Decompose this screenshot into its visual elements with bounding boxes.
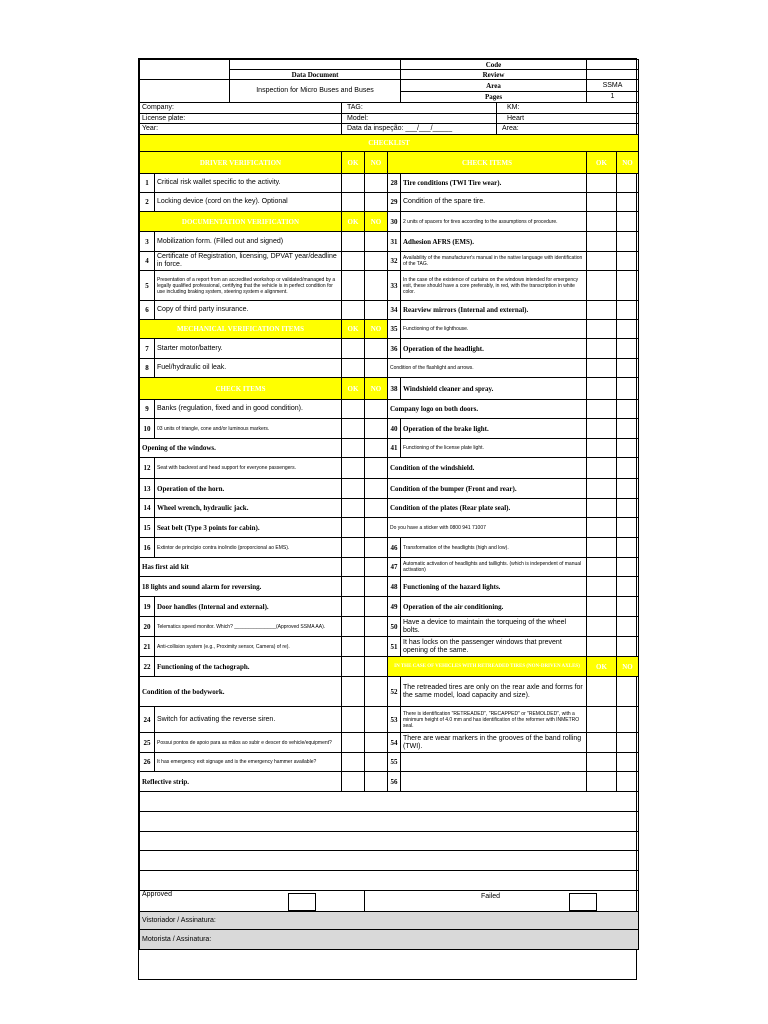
no-checkbox[interactable]: [365, 458, 388, 479]
no-checkbox[interactable]: [365, 499, 388, 518]
item-label: Anti-collision system (e.g., Proximity sensor, Camera) of re).: [155, 637, 342, 657]
ok-checkbox[interactable]: [587, 753, 617, 772]
no-checkbox[interactable]: [365, 538, 388, 558]
item-label: Wheel wrench, hydraulic jack.: [155, 499, 342, 518]
item-label: Adhesion AFRS (EMS).: [401, 232, 587, 252]
item-number: 52: [388, 677, 401, 707]
item-number: 14: [140, 499, 155, 518]
ok-checkbox[interactable]: [587, 458, 617, 479]
item-label: Company logo on both doors.: [388, 400, 587, 419]
item-label: The retreaded tires are only on the rear axle and forms for the same model, load capacity and size).: [401, 677, 587, 707]
item-label: [401, 772, 587, 792]
pages-value: 1: [587, 92, 639, 103]
no-checkbox[interactable]: [617, 419, 639, 439]
checklist-title: CHECKLIST: [140, 135, 639, 152]
form-title: Inspection for Micro Buses and Buses: [230, 80, 401, 103]
no-checkbox[interactable]: [365, 271, 388, 301]
checklist-row: [140, 733, 639, 753]
no-checkbox[interactable]: [365, 232, 388, 252]
form-table: [139, 59, 639, 950]
no-checkbox[interactable]: [617, 439, 639, 458]
ok-checkbox[interactable]: [587, 597, 617, 617]
no-checkbox[interactable]: [365, 400, 388, 419]
item-label: Seat belt (Type 3 points for cabin).: [155, 518, 342, 538]
ok-checkbox[interactable]: [342, 577, 365, 597]
item-number: 33: [388, 271, 401, 301]
item-label: Operation of the brake light.: [401, 419, 587, 439]
item-number: 4: [140, 252, 155, 271]
item-label: Operation of the horn.: [155, 479, 342, 499]
item-label: 18 lights and sound alarm for reversing.: [140, 577, 342, 597]
item-number: 10: [140, 419, 155, 439]
ok-checkbox[interactable]: [342, 677, 365, 707]
ok-checkbox[interactable]: [342, 518, 365, 538]
no-checkbox[interactable]: [365, 733, 388, 753]
no-checkbox[interactable]: [365, 252, 388, 271]
inspector-signature[interactable]: Vistoriador / Assinatura:: [140, 912, 639, 930]
item-label: Transformation of the headlights (high and low).: [401, 538, 587, 558]
checklist-body: [140, 152, 639, 792]
ok-checkbox[interactable]: [587, 212, 617, 232]
item-number: 47: [388, 558, 401, 577]
section-header: DOCUMENTATION VERIFICATION: [140, 212, 342, 232]
no-checkbox[interactable]: [365, 637, 388, 657]
ok-checkbox[interactable]: [587, 339, 617, 359]
doc-type: Data Document: [230, 70, 401, 80]
item-number: 50: [388, 617, 401, 637]
item-number: 40: [388, 419, 401, 439]
no-checkbox[interactable]: [617, 753, 639, 772]
no-checkbox[interactable]: [617, 339, 639, 359]
item-label: Functioning of the license plate light.: [401, 439, 587, 458]
ok-header: OK: [342, 212, 365, 232]
item-number: 24: [140, 707, 155, 733]
checklist-row: [140, 232, 639, 252]
ok-checkbox[interactable]: [587, 419, 617, 439]
item-number: 26: [140, 753, 155, 772]
ok-checkbox[interactable]: [587, 301, 617, 320]
no-header: NO: [365, 378, 388, 400]
item-number: 34: [388, 301, 401, 320]
item-label: Copy of third party insurance.: [155, 301, 342, 320]
ok-checkbox[interactable]: [587, 359, 617, 378]
item-label: Tire conditions (TWI Tire wear).: [401, 174, 587, 193]
failed-checkbox[interactable]: [569, 893, 597, 911]
item-number: 38: [388, 378, 401, 400]
failed-label: Failed: [481, 893, 501, 900]
area-field[interactable]: Area:: [497, 124, 639, 135]
item-label: Condition of the spare tire.: [401, 193, 587, 212]
item-label: Mobilization form. (Filled out and signed): [155, 232, 342, 252]
item-number: 19: [140, 597, 155, 617]
item-number: 41: [388, 439, 401, 458]
item-number: 32: [388, 252, 401, 271]
checklist-row: [140, 707, 639, 733]
no-checkbox[interactable]: [365, 301, 388, 320]
no-checkbox[interactable]: [617, 212, 639, 232]
ok-checkbox[interactable]: [342, 772, 365, 792]
section-header: MECHANICAL VERIFICATION ITEMS: [140, 320, 342, 339]
no-checkbox[interactable]: [365, 339, 388, 359]
ok-checkbox[interactable]: [587, 772, 617, 792]
no-checkbox[interactable]: [365, 707, 388, 733]
ok-checkbox[interactable]: [342, 499, 365, 518]
ok-checkbox[interactable]: [587, 577, 617, 597]
item-label: Rearview mirrors (Internal and external).: [401, 301, 587, 320]
no-checkbox[interactable]: [365, 174, 388, 193]
item-label: Door handles (Internal and external).: [155, 597, 342, 617]
no-checkbox[interactable]: [617, 577, 639, 597]
item-number: 5: [140, 271, 155, 301]
item-number: 48: [388, 577, 401, 597]
item-number: 22: [140, 657, 155, 677]
item-label: Fuel/hydraulic oil leak.: [155, 359, 342, 378]
no-checkbox[interactable]: [617, 733, 639, 753]
logo-cell: [140, 60, 230, 80]
item-label: Telematics speed monitor. Which? _______________(Approved SSMA AA).: [155, 617, 342, 637]
item-label: 2 units of spacers for tires according to the assumptions of procedure.: [401, 212, 587, 232]
checklist-row: [140, 458, 639, 479]
item-label: Have a device to maintain the torqueing of the wheel bolts.: [401, 617, 587, 637]
ok-checkbox[interactable]: [342, 301, 365, 320]
checklist-row: [140, 439, 639, 458]
checklist-row: [140, 301, 639, 320]
code-label: Code: [401, 60, 587, 70]
item-number: 31: [388, 232, 401, 252]
ok-checkbox[interactable]: [587, 518, 617, 538]
item-number: 9: [140, 400, 155, 419]
section-header: CHECK ITEMS: [140, 378, 342, 400]
no-header: NO: [365, 212, 388, 232]
ok-header: OK: [587, 657, 617, 677]
no-header: NO: [365, 152, 388, 174]
ok-checkbox[interactable]: [587, 637, 617, 657]
item-label: Locking device (cord on the key). Optional: [155, 193, 342, 212]
ok-header: OK: [342, 378, 365, 400]
no-checkbox[interactable]: [365, 597, 388, 617]
checklist-row: [140, 499, 639, 518]
ok-checkbox[interactable]: [342, 657, 365, 677]
no-header: NO: [617, 657, 639, 677]
approved-row: [140, 891, 365, 912]
ok-checkbox[interactable]: [342, 597, 365, 617]
ok-checkbox[interactable]: [587, 499, 617, 518]
no-checkbox[interactable]: [365, 772, 388, 792]
item-label: Opening of the windows.: [140, 439, 342, 458]
item-label: In the case of the existence of curtains on the windows intended for emergency exit, these should have a core preferably, in red, with the transcription in white color.: [401, 271, 587, 301]
no-checkbox[interactable]: [617, 320, 639, 339]
item-number: 56: [388, 772, 401, 792]
no-checkbox[interactable]: [365, 193, 388, 212]
pages-label: Pages: [401, 92, 587, 103]
review-label: Review: [401, 70, 587, 80]
ok-checkbox[interactable]: [587, 400, 617, 419]
no-checkbox[interactable]: [617, 558, 639, 577]
item-number: 16: [140, 538, 155, 558]
item-label: 03 units of triangle, cone and/or luminous markers.: [155, 419, 342, 439]
item-number: 35: [388, 320, 401, 339]
ok-checkbox[interactable]: [342, 174, 365, 193]
checklist-row: [140, 753, 639, 772]
no-checkbox[interactable]: [365, 419, 388, 439]
item-label: Banks (regulation, fixed and in good condition).: [155, 400, 342, 419]
item-label: Availability of the manufacturer's manual in the native language with identification of the TAG.: [401, 252, 587, 271]
ok-checkbox[interactable]: [342, 339, 365, 359]
approved-checkbox[interactable]: [288, 893, 316, 911]
no-checkbox[interactable]: [617, 359, 639, 378]
item-number: 25: [140, 733, 155, 753]
ok-checkbox[interactable]: [342, 271, 365, 301]
ok-checkbox[interactable]: [587, 617, 617, 637]
no-checkbox[interactable]: [617, 538, 639, 558]
checklist-row: [140, 538, 639, 558]
inspection-form: [138, 58, 637, 980]
company-field[interactable]: Company:: [140, 103, 342, 114]
no-checkbox[interactable]: [617, 232, 639, 252]
no-checkbox[interactable]: [365, 479, 388, 499]
checklist-row: [140, 772, 639, 792]
checklist-row: [140, 193, 639, 212]
model-field[interactable]: Model:: [342, 114, 497, 124]
item-label: Condition of the bodywork.: [140, 677, 342, 707]
checklist-row: [140, 597, 639, 617]
item-number: 13: [140, 479, 155, 499]
checklist-row: [140, 174, 639, 193]
no-checkbox[interactable]: [617, 518, 639, 538]
ok-checkbox[interactable]: [342, 558, 365, 577]
item-label: Starter motor/battery.: [155, 339, 342, 359]
checklist-row: [140, 152, 639, 174]
item-number: 7: [140, 339, 155, 359]
no-checkbox[interactable]: [617, 174, 639, 193]
ok-checkbox[interactable]: [587, 174, 617, 193]
no-checkbox[interactable]: [617, 479, 639, 499]
checklist-row: [140, 577, 639, 597]
ok-checkbox[interactable]: [587, 558, 617, 577]
item-label: Operation of the headlight.: [401, 339, 587, 359]
no-checkbox[interactable]: [365, 359, 388, 378]
area-label: Area: [401, 80, 587, 92]
ok-checkbox[interactable]: [587, 733, 617, 753]
ok-checkbox[interactable]: [587, 479, 617, 499]
item-number: 12: [140, 458, 155, 479]
item-label: Functioning of the lighthouse.: [401, 320, 587, 339]
no-checkbox[interactable]: [365, 518, 388, 538]
driver-signature[interactable]: Motorista / Assinatura:: [140, 930, 639, 950]
heart-field[interactable]: Heart: [497, 114, 639, 124]
no-checkbox[interactable]: [365, 657, 388, 677]
checklist-row: [140, 657, 639, 677]
checklist-row: [140, 518, 639, 538]
item-label: Functioning of the tachograph.: [155, 657, 342, 677]
ok-checkbox[interactable]: [587, 193, 617, 212]
year-field[interactable]: Year:: [140, 124, 342, 135]
item-number: 21: [140, 637, 155, 657]
no-checkbox[interactable]: [617, 252, 639, 271]
ok-checkbox[interactable]: [342, 637, 365, 657]
item-number: 28: [388, 174, 401, 193]
no-checkbox[interactable]: [365, 439, 388, 458]
ok-checkbox[interactable]: [342, 538, 365, 558]
item-number: 1: [140, 174, 155, 193]
inspection-date-field[interactable]: Data da inspeção: ___/___/_____: [342, 124, 497, 135]
ok-checkbox[interactable]: [587, 439, 617, 458]
ok-checkbox[interactable]: [342, 733, 365, 753]
ok-checkbox[interactable]: [587, 320, 617, 339]
ok-checkbox[interactable]: [342, 252, 365, 271]
item-number: 8: [140, 359, 155, 378]
no-checkbox[interactable]: [365, 577, 388, 597]
section-header: IN THE CASE OF VEHICLES WITH RETREADED TIRES (NON-DRIVEN AXLES): [388, 657, 587, 677]
no-checkbox[interactable]: [617, 677, 639, 707]
ok-checkbox[interactable]: [342, 419, 365, 439]
no-checkbox[interactable]: [617, 400, 639, 419]
no-checkbox[interactable]: [617, 637, 639, 657]
item-label: There is identification "RETREADED", "RECAPPED" or "REMOLDED", with a minimum height of 4.0 mm and has identification of the reformer with INMETRO seal.: [401, 707, 587, 733]
ok-checkbox[interactable]: [587, 252, 617, 271]
no-header: NO: [617, 152, 639, 174]
ok-checkbox[interactable]: [342, 439, 365, 458]
license-plate-field[interactable]: License plate:: [140, 114, 342, 124]
item-number: 15: [140, 518, 155, 538]
checklist-row: [140, 419, 639, 439]
checklist-row: [140, 479, 639, 499]
no-checkbox[interactable]: [617, 499, 639, 518]
ok-header: OK: [342, 320, 365, 339]
item-label: Condition of the windshield.: [388, 458, 587, 479]
no-header: NO: [365, 320, 388, 339]
item-number: 6: [140, 301, 155, 320]
ok-header: OK: [587, 152, 617, 174]
no-checkbox[interactable]: [617, 271, 639, 301]
ok-checkbox[interactable]: [342, 479, 365, 499]
item-number: 54: [388, 733, 401, 753]
item-number: 3: [140, 232, 155, 252]
no-checkbox[interactable]: [365, 558, 388, 577]
checklist-row: [140, 252, 639, 271]
item-label: It has locks on the passenger windows that prevent opening of the same.: [401, 637, 587, 657]
no-checkbox[interactable]: [365, 753, 388, 772]
item-label: Condition of the plates (Rear plate seal).: [388, 499, 587, 518]
item-number: 36: [388, 339, 401, 359]
item-label: Extintor de princípio contra incêndio (proporcional ao EMS).: [155, 538, 342, 558]
checklist-row: [140, 320, 639, 339]
item-number: 29: [388, 193, 401, 212]
item-number: 53: [388, 707, 401, 733]
item-label: Functioning of the hazard lights.: [401, 577, 587, 597]
item-number: 46: [388, 538, 401, 558]
item-label: Condition of the bumper (Front and rear).: [388, 479, 587, 499]
item-label: Seat with backrest and head support for everyone passengers.: [155, 458, 342, 479]
item-label: Operation of the air conditioning.: [401, 597, 587, 617]
item-label: Certificate of Registration, licensing, DPVAT year/deadline in force.: [155, 252, 342, 271]
item-label: Do you have a sticker with 0800 941 71007: [388, 518, 587, 538]
item-number: 2: [140, 193, 155, 212]
item-number: 55: [388, 753, 401, 772]
item-label: It has emergency exit signage and is the emergency hammer available?: [155, 753, 342, 772]
no-checkbox[interactable]: [617, 458, 639, 479]
item-number: 51: [388, 637, 401, 657]
approved-label: Approved: [142, 891, 172, 898]
no-checkbox[interactable]: [617, 597, 639, 617]
ok-checkbox[interactable]: [587, 232, 617, 252]
item-label: There are wear markers in the grooves of the band rolling (TWI).: [401, 733, 587, 753]
no-checkbox[interactable]: [365, 617, 388, 637]
item-label: [401, 753, 587, 772]
ok-checkbox[interactable]: [342, 458, 365, 479]
checklist-row: [140, 378, 639, 400]
no-checkbox[interactable]: [365, 677, 388, 707]
no-checkbox[interactable]: [617, 617, 639, 637]
checklist-row: [140, 212, 639, 232]
area-value: SSMA: [587, 80, 639, 92]
ok-checkbox[interactable]: [587, 271, 617, 301]
ok-checkbox[interactable]: [587, 677, 617, 707]
item-label: Windshield cleaner and spray.: [401, 378, 587, 400]
item-label: Reflective strip.: [140, 772, 342, 792]
ok-checkbox[interactable]: [342, 400, 365, 419]
no-checkbox[interactable]: [617, 707, 639, 733]
section-header: DRIVER VERIFICATION: [140, 152, 342, 174]
checklist-row: [140, 400, 639, 419]
ok-checkbox[interactable]: [587, 707, 617, 733]
ok-checkbox[interactable]: [342, 193, 365, 212]
item-number: 20: [140, 617, 155, 637]
item-label: Critical risk wallet specific to the activity.: [155, 174, 342, 193]
item-label: Switch for activating the reverse siren.: [155, 707, 342, 733]
failed-row: [365, 891, 639, 912]
item-label: Condition of the flashlight and arrows.: [388, 359, 587, 378]
no-checkbox[interactable]: [617, 772, 639, 792]
ok-header: OK: [342, 152, 365, 174]
item-label: Possui pontos de apoio para as mãos ao subir e descer do vehicle/equipment?: [155, 733, 342, 753]
km-field[interactable]: KM:: [497, 103, 639, 114]
ok-checkbox[interactable]: [342, 359, 365, 378]
ok-checkbox[interactable]: [587, 538, 617, 558]
checklist-row: [140, 637, 639, 657]
checklist-row: [140, 677, 639, 707]
checklist-row: [140, 359, 639, 378]
ok-checkbox[interactable]: [342, 617, 365, 637]
no-checkbox[interactable]: [617, 378, 639, 400]
item-label: Automatic activation of headlights and taillights. (which is independent of manual activation): [401, 558, 587, 577]
ok-checkbox[interactable]: [587, 378, 617, 400]
item-label: Presentation of a report from an accredited workshop or validated/managed by a legally qualified professional, certifying that the vehicle is in perfect condition for use including braking system, steering system e alignment.: [155, 271, 342, 301]
tag-field[interactable]: TAG:: [342, 103, 497, 114]
no-checkbox[interactable]: [617, 193, 639, 212]
no-checkbox[interactable]: [617, 301, 639, 320]
section-header: CHECK ITEMS: [388, 152, 587, 174]
item-number: 49: [388, 597, 401, 617]
item-number: 30: [388, 212, 401, 232]
checklist-row: [140, 339, 639, 359]
ok-checkbox[interactable]: [342, 232, 365, 252]
ok-checkbox[interactable]: [342, 753, 365, 772]
checklist-row: [140, 558, 639, 577]
checklist-row: [140, 617, 639, 637]
checklist-row: [140, 271, 639, 301]
ok-checkbox[interactable]: [342, 707, 365, 733]
item-label: Has first aid kit: [140, 558, 342, 577]
